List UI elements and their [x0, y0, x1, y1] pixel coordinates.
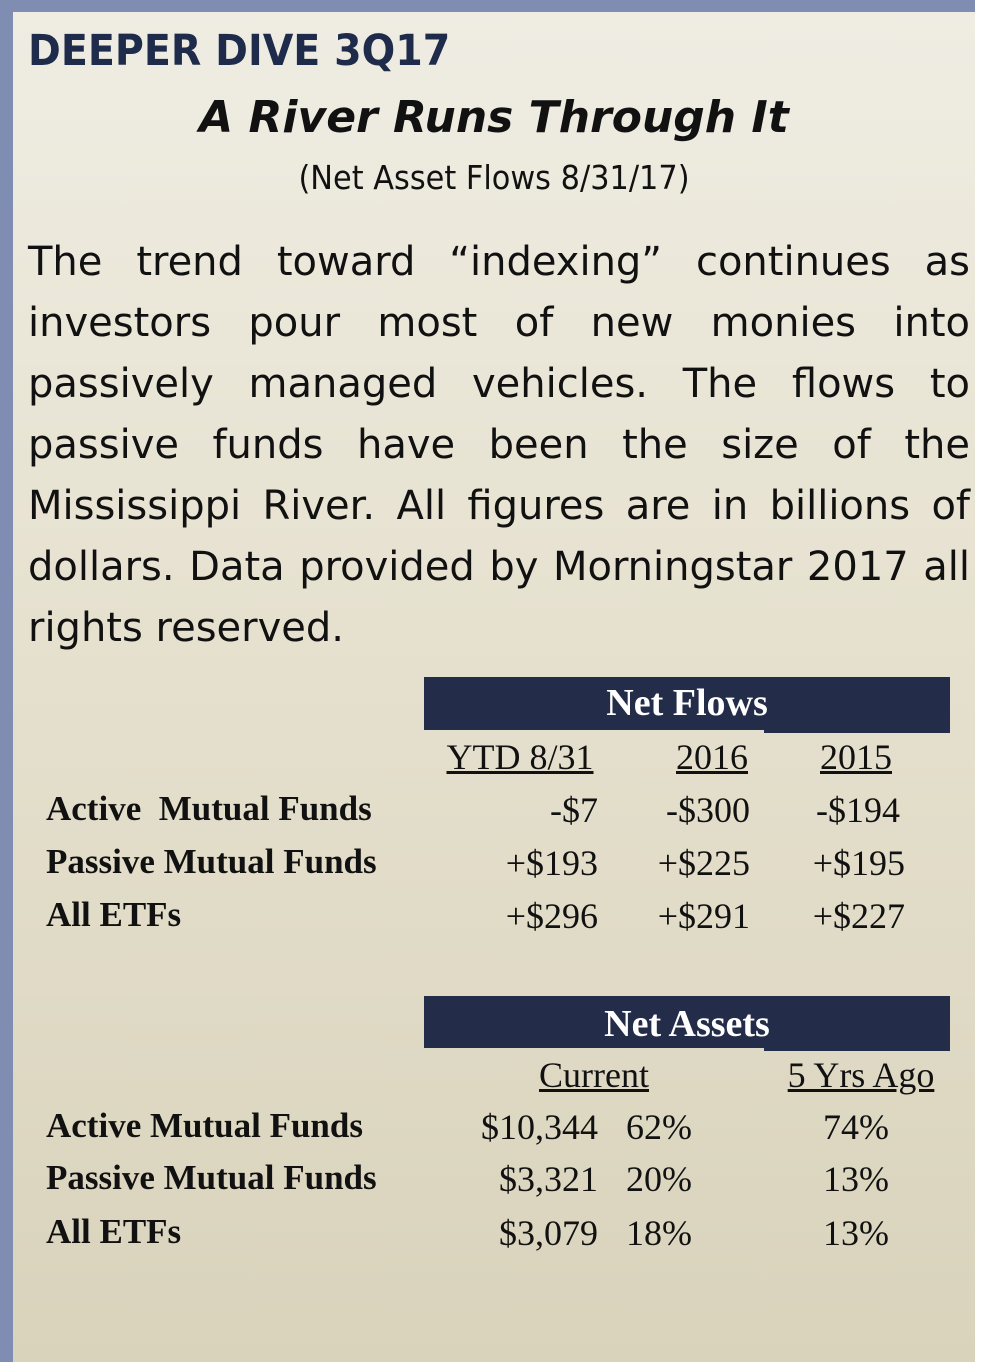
table-cell: +$225: [657, 843, 750, 883]
table-cell: 20%: [626, 1159, 692, 1199]
table-cell: +$227: [812, 896, 905, 936]
table-cell: +$195: [812, 843, 905, 883]
row-label-etfs: All ETFs: [46, 895, 182, 934]
article-title: A River Runs Through It: [199, 92, 789, 143]
table-cell: -$300: [666, 790, 750, 830]
frame-top-border: [0, 0, 975, 12]
table-cell: +$296: [505, 896, 598, 936]
table-cell: -$7: [550, 790, 598, 830]
table-cell: -$194: [816, 790, 900, 830]
row-label-active: Active Mutual Funds: [46, 1106, 363, 1145]
table-cell: 13%: [823, 1213, 889, 1253]
col-2015: 2015: [820, 737, 892, 777]
row-label-passive: Passive Mutual Funds: [46, 1158, 377, 1197]
col-ytd: YTD 8/31: [446, 737, 594, 777]
table-cell: +$193: [505, 843, 598, 883]
row-label-active: Active Mutual Funds: [46, 789, 372, 828]
frame-left-border: [0, 0, 13, 1362]
net-assets-header: Net Assets: [424, 996, 950, 1048]
row-label-passive: Passive Mutual Funds: [46, 842, 377, 881]
table-cell: +$291: [657, 896, 750, 936]
col-5yrs-ago: 5 Yrs Ago: [787, 1055, 935, 1095]
col-2016: 2016: [676, 737, 748, 777]
table-cell: 13%: [823, 1159, 889, 1199]
article-subtitle: (Net Asset Flows 8/31/17): [298, 158, 690, 197]
intro-paragraph: The trend toward “indexing” continues as investors pour most of new monies into passively managed vehicles. The flows to passive funds have been the size of the Mississippi River. All figures are in billions of dollars. Data provided by Morningstar 2017 all rights reserved.: [28, 239, 970, 651]
table-cell: 62%: [626, 1107, 692, 1147]
net-flows-header: Net Flows: [424, 677, 950, 730]
table-cell: $3,079: [499, 1213, 598, 1253]
net-flows-header-underline: [764, 730, 950, 733]
table-cell: 18%: [626, 1213, 692, 1253]
section-label: DEEPER DIVE 3Q17: [28, 26, 451, 76]
table-cell: 74%: [823, 1107, 889, 1147]
table-cell: $3,321: [499, 1159, 598, 1199]
col-current: Current: [539, 1055, 649, 1095]
row-label-etfs: All ETFs: [46, 1212, 182, 1251]
net-assets-header-underline: [764, 1048, 950, 1051]
table-cell: $10,344: [481, 1107, 598, 1147]
